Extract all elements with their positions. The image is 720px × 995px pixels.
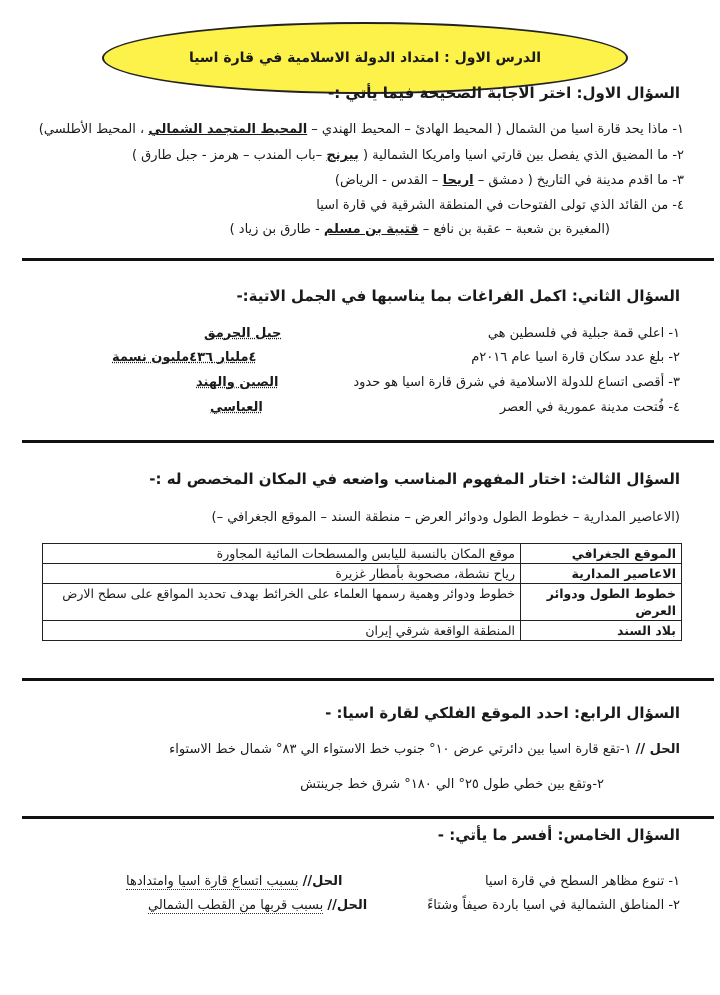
q2-answer-3: الصين والهند xyxy=(196,375,279,390)
table-definition: موقع المكان بالنسبة لليابس والمسطحات المائية المجاورة xyxy=(43,544,521,564)
q4-line-1: الحل // ١-تقع قارة اسيا بين دائرتي عرض ١٠° جنوب خط الاستواء الي ٨٣° شمال خط الاستواء xyxy=(169,742,680,757)
table-row xyxy=(43,621,682,641)
q5-question-1: ١- تنوع مظاهر السطح في قارة اسيا xyxy=(484,874,680,889)
table-term: بلاد السند xyxy=(521,621,682,641)
q2-question-1: ١- اعلي قمة جبلية في فلسطين هي xyxy=(487,326,680,341)
table-definition: خطوط ودوائر وهمية رسمها العلماء على الخرائط بهدف تحديد المواقع على سطح الارض xyxy=(43,584,521,621)
table-definition: رياح نشطة، مصحوبة بأمطار غزيرة xyxy=(43,564,521,584)
q5-answer-2: الحل// بسبب قربها من القطب الشمالي xyxy=(148,898,368,913)
q5-heading: السؤال الخامس: أفسر ما يأتي: - xyxy=(437,826,680,844)
divider xyxy=(22,816,714,819)
q2-answer-4: العباسي xyxy=(210,400,263,415)
q4-heading: السؤال الرابع: احدد الموقع الفلكي لقارة اسيا: - xyxy=(325,704,680,722)
q4-solution-label: الحل // xyxy=(635,742,680,757)
divider xyxy=(22,678,714,681)
q1-item-4-options: (المغيرة بن شعبة – عقبة بن نافع – قتيبة بن مسلم - طارق بن زياد ) xyxy=(229,222,610,237)
concepts-table xyxy=(42,543,682,641)
q2-heading: السؤال الثاني: اكمل الفراغات بما يناسبها في الجمل الاتية:- xyxy=(236,287,680,305)
divider xyxy=(22,258,714,261)
q3-heading: السؤال الثالث: اختار المفهوم المناسب واضعه في المكان المخصص له :- xyxy=(149,470,680,488)
q1-item-1: ١- ماذا يحد قارة اسيا من الشمال ( المحيط الهادئ – المحيط الهندي – المحيط المتجمد الشمالي ، المحيط الأطلسي) xyxy=(38,122,684,137)
q4-line-2: ٢-وتقع بين خطي طول ٢٥° الي ١٨٠° شرق خط جرينتش xyxy=(300,777,604,792)
q1-item-2: ٢- ما المضيق الذي يفصل بين قارتي اسيا وامريكا الشمالية ( بيرنج –باب المندب – هرمز - جبل طارق ) xyxy=(131,148,684,163)
q1-item-4: ٤- من القائد الذي تولى الفتوحات في المنطقة الشرقية في قارة اسيا xyxy=(316,198,684,213)
q5-question-2: ٢- المناطق الشمالية في اسيا باردة صيفاً وشتاءً xyxy=(427,898,680,913)
q2-question-2: ٢- بلغ عدد سكان قارة اسيا عام ٢٠١٦م xyxy=(471,350,680,365)
q1-item-3: ٣- ما اقدم مدينة في التاريخ ( دمشق – اريحا – القدس - الرياض) xyxy=(334,173,684,188)
table-term: الاعاصير المدارية xyxy=(521,564,682,584)
table-term: خطوط الطول ودوائر العرض xyxy=(521,584,682,621)
q2-question-4: ٤- فُتحت مدينة عمورية في العصر xyxy=(499,400,680,415)
q2-question-3: ٣- أقصى اتساع للدولة الاسلامية في شرق قارة اسيا هو حدود xyxy=(353,375,680,390)
table-definition: المنطقة الواقعة شرقي إيران xyxy=(43,621,521,641)
q3-options: (الاعاصير المدارية – خطوط الطول ودوائر العرض – منطقة السند – الموقع الجغرافي –) xyxy=(211,510,680,525)
divider xyxy=(22,440,714,443)
table-row xyxy=(43,584,682,621)
q2-answer-1: جبل الجرمق xyxy=(204,326,282,341)
q1-heading: السؤال الاول: اختر الاجابة الصحيحة فيما يأتي :- xyxy=(327,84,680,102)
table-row xyxy=(43,564,682,584)
table-row xyxy=(43,544,682,564)
lesson-title: الدرس الاول : امتداد الدولة الاسلامية في قارة اسيا xyxy=(188,50,542,66)
table-term: الموقع الجغرافي xyxy=(521,544,682,564)
q5-answer-1: الحل// بسبب اتساع قارة اسيا وامتدادها xyxy=(126,874,343,889)
q2-answer-2: ٤مليار ٤٣٦مليون نسمة xyxy=(112,350,257,365)
